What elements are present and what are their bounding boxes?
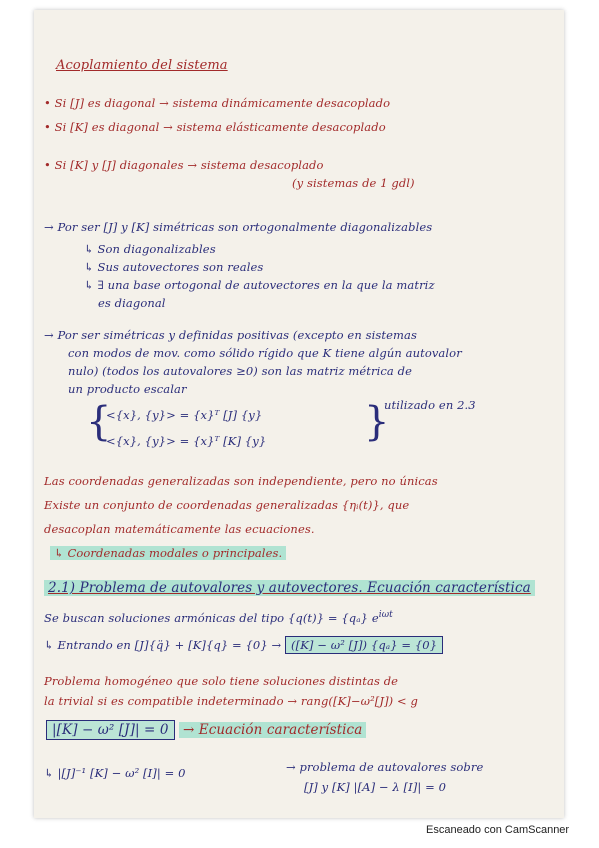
line-12-note: utilizado en 2.3 [384,398,476,412]
line-4: → Por ser [J] y [K] simétricas son ortogonalmente diagonalizables [44,220,433,234]
line-11: un producto escalar [68,382,187,396]
line-22 [46,722,366,738]
line-17-highlight: ↳ Coordenadas modales o principales. [50,546,286,560]
line-17 [50,546,286,560]
line-3b: (y sistemas de 1 gdl) [292,176,415,190]
line-7b: es diagonal [98,296,166,310]
line-13: <{x}, {y}> = {x}ᵀ [K] {y} [106,434,267,448]
line-5: ↳ Son diagonalizables [84,242,216,256]
line-2: • Si [K] es diagonal → sistema elásticamente desacoplado [44,120,386,134]
line-18-exponent: iωt [378,610,393,620]
char-equation-text: → Ecuación característica [179,722,366,738]
line-1: • Si [J] es diagonal → sistema dinámicamente desacoplado [44,96,391,110]
line-14: Las coordenadas generalizadas son independiente, pero no únicas [44,474,438,488]
section-heading [44,580,535,596]
line-23: ↳ |[J]⁻¹ [K] − ω² [I]| = 0 [44,766,186,780]
section-heading-text: 2.1) Problema de autovalores y autovectores. Ecuación característica [44,580,535,596]
line-24: [J] y [K] |[A] − λ [I]| = 0 [304,780,447,794]
line-8: → Por ser simétricas y definidas positivas (excepto en sistemas [44,328,417,342]
line-9: con modos de mov. como sólido rígido que K tiene algún autovalor [68,346,462,360]
line-20: Problema homogéneo que solo tiene soluciones distintas de [44,674,399,688]
char-equation-label [179,722,366,738]
line-19-text: ↳ Entrando en [J]{q̈} + [K]{q} = {0} → [44,638,282,652]
line-16: desacoplan matemáticamente las ecuaciones. [44,522,315,536]
right-brace: } [364,399,390,445]
line-19 [44,638,443,652]
line-6: ↳ Sus autovectores son reales [84,260,264,274]
page-title: Acoplamiento del sistema [56,58,228,73]
line-3: • Si [K] y [J] diagonales → sistema desacoplado [44,158,324,172]
line-21: la trivial si es compatible indeterminado → rang([K]−ω²[J]) < g [44,694,418,708]
line-19-box: ([K] − ω² [J]) {qₐ} = {0} [285,636,443,654]
left-brace: { [86,399,112,445]
line-23b: → problema de autovalores sobre [286,760,484,774]
line-18-text: Se buscan soluciones armónicas del tipo {q(t)} = {qₐ} e [44,610,379,625]
scanned-page [34,10,564,818]
line-18 [44,610,393,625]
line-15: Existe un conjunto de coordenadas generalizadas {ηᵢ(t)}, que [44,498,410,512]
line-10: nulo) (todos los autovalores ≥0) son las matriz métrica de [68,364,412,378]
line-12: <{x}, {y}> = {x}ᵀ [J] {y} [106,408,263,422]
char-equation-box: |[K] − ω² [J]| = 0 [46,720,175,740]
scanner-footer: Escaneado con CamScanner [426,824,570,836]
line-7: ↳ ∃ una base ortogonal de autovectores en la que la matriz [84,278,435,292]
